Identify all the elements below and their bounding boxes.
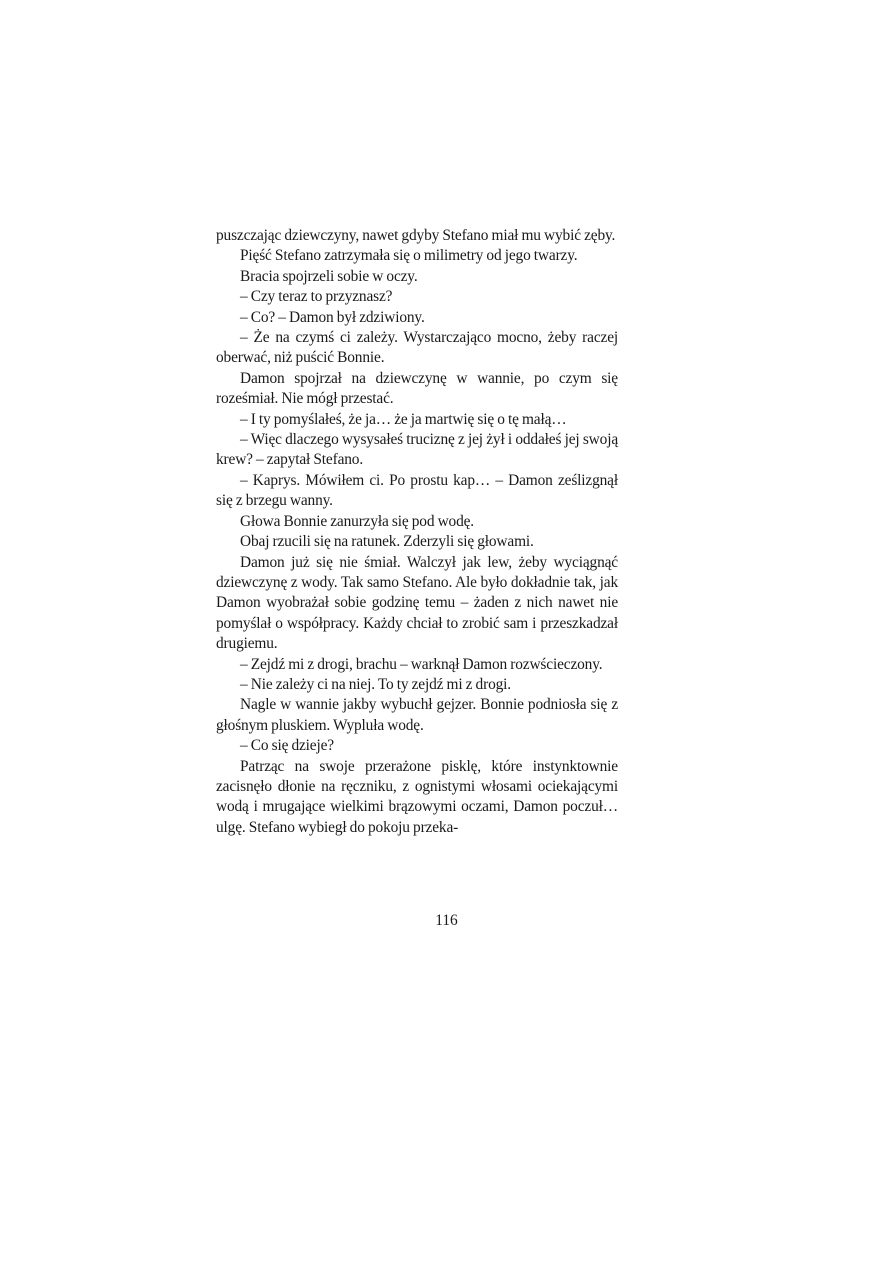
dialogue-line: – I ty pomyślałeś, że ja… że ja martwię się o tę małą… [240,410,567,428]
dialogue-line: – Czy teraz to przyznasz? [240,288,393,306]
dialogue-line: – Co? – Damon był zdziwiony. [240,308,425,326]
dialogue-line: – Że na czymś ci zależy. Wystarczająco mocno, żeby raczej oberwać, niż puścić Bonnie. [216,329,618,367]
dialogue-line: – Nie zależy ci na niej. To ty zejdź mi z drogi. [240,675,511,693]
page-number: 116 [435,912,458,929]
paragraph: Głowa Bonnie zanurzyła się pod wodę. [240,512,475,530]
paragraph: puszczając dziewczyny, nawet gdyby Stefano miał mu wybić zęby. [216,227,616,244]
dialogue-line: – Zejdź mi z drogi, brachu – warknął Damon rozwścieczony. [240,655,603,673]
paragraph: Pięść Stefano zatrzymała się o milimetry od jego twarzy. [240,247,578,265]
dialogue-line: – Więc dlaczego wysysałeś truciznę z jej żył i oddałeś jej swoją krew? – zapytał Stefano. [216,431,618,469]
page-body [216,226,618,838]
paragraph: Nagle w wannie jakby wybuchł gejzer. Bonnie podniosła się z głośnym pluskiem. Wypluła wodę. [216,696,618,734]
paragraph: Damon spojrzał na dziewczynę w wannie, po czym się roześmiał. Nie mógł przestać. [216,369,618,408]
paragraph: Bracia spojrzeli sobie w oczy. [240,267,418,285]
paragraph: Patrząc na swoje przerażone pisklę, które instynktownie zacisnęło dłonie na ręczniku, z ognistymi włosami ociekającymi wodą i mrugające wielkimi brązowymi oczami, Damon poczuł… ulgę. Stefano wybiegł do pokoju przeka- [216,757,618,836]
dialogue-line: – Kaprys. Mówiłem ci. Po prostu kap… – Damon ześlizgnął się z brzegu wanny. [216,471,618,510]
paragraph: Damon już się nie śmiał. Walczył jak lew, żeby wyciągnąć dziewczynę z wody. Tak samo Stefano. Ale było dokładnie tak, jak Damon wyobrażał sobie godzinę temu – żaden z nich nawet nie pomyślał o współpracy. Każdy chciał to zrobić sam i przeszkadzał drugiemu. [216,553,618,653]
paragraph: Obaj rzucili się na ratunek. Zderzyli się głowami. [240,533,534,551]
dialogue-line: – Co się dzieje? [240,737,334,755]
